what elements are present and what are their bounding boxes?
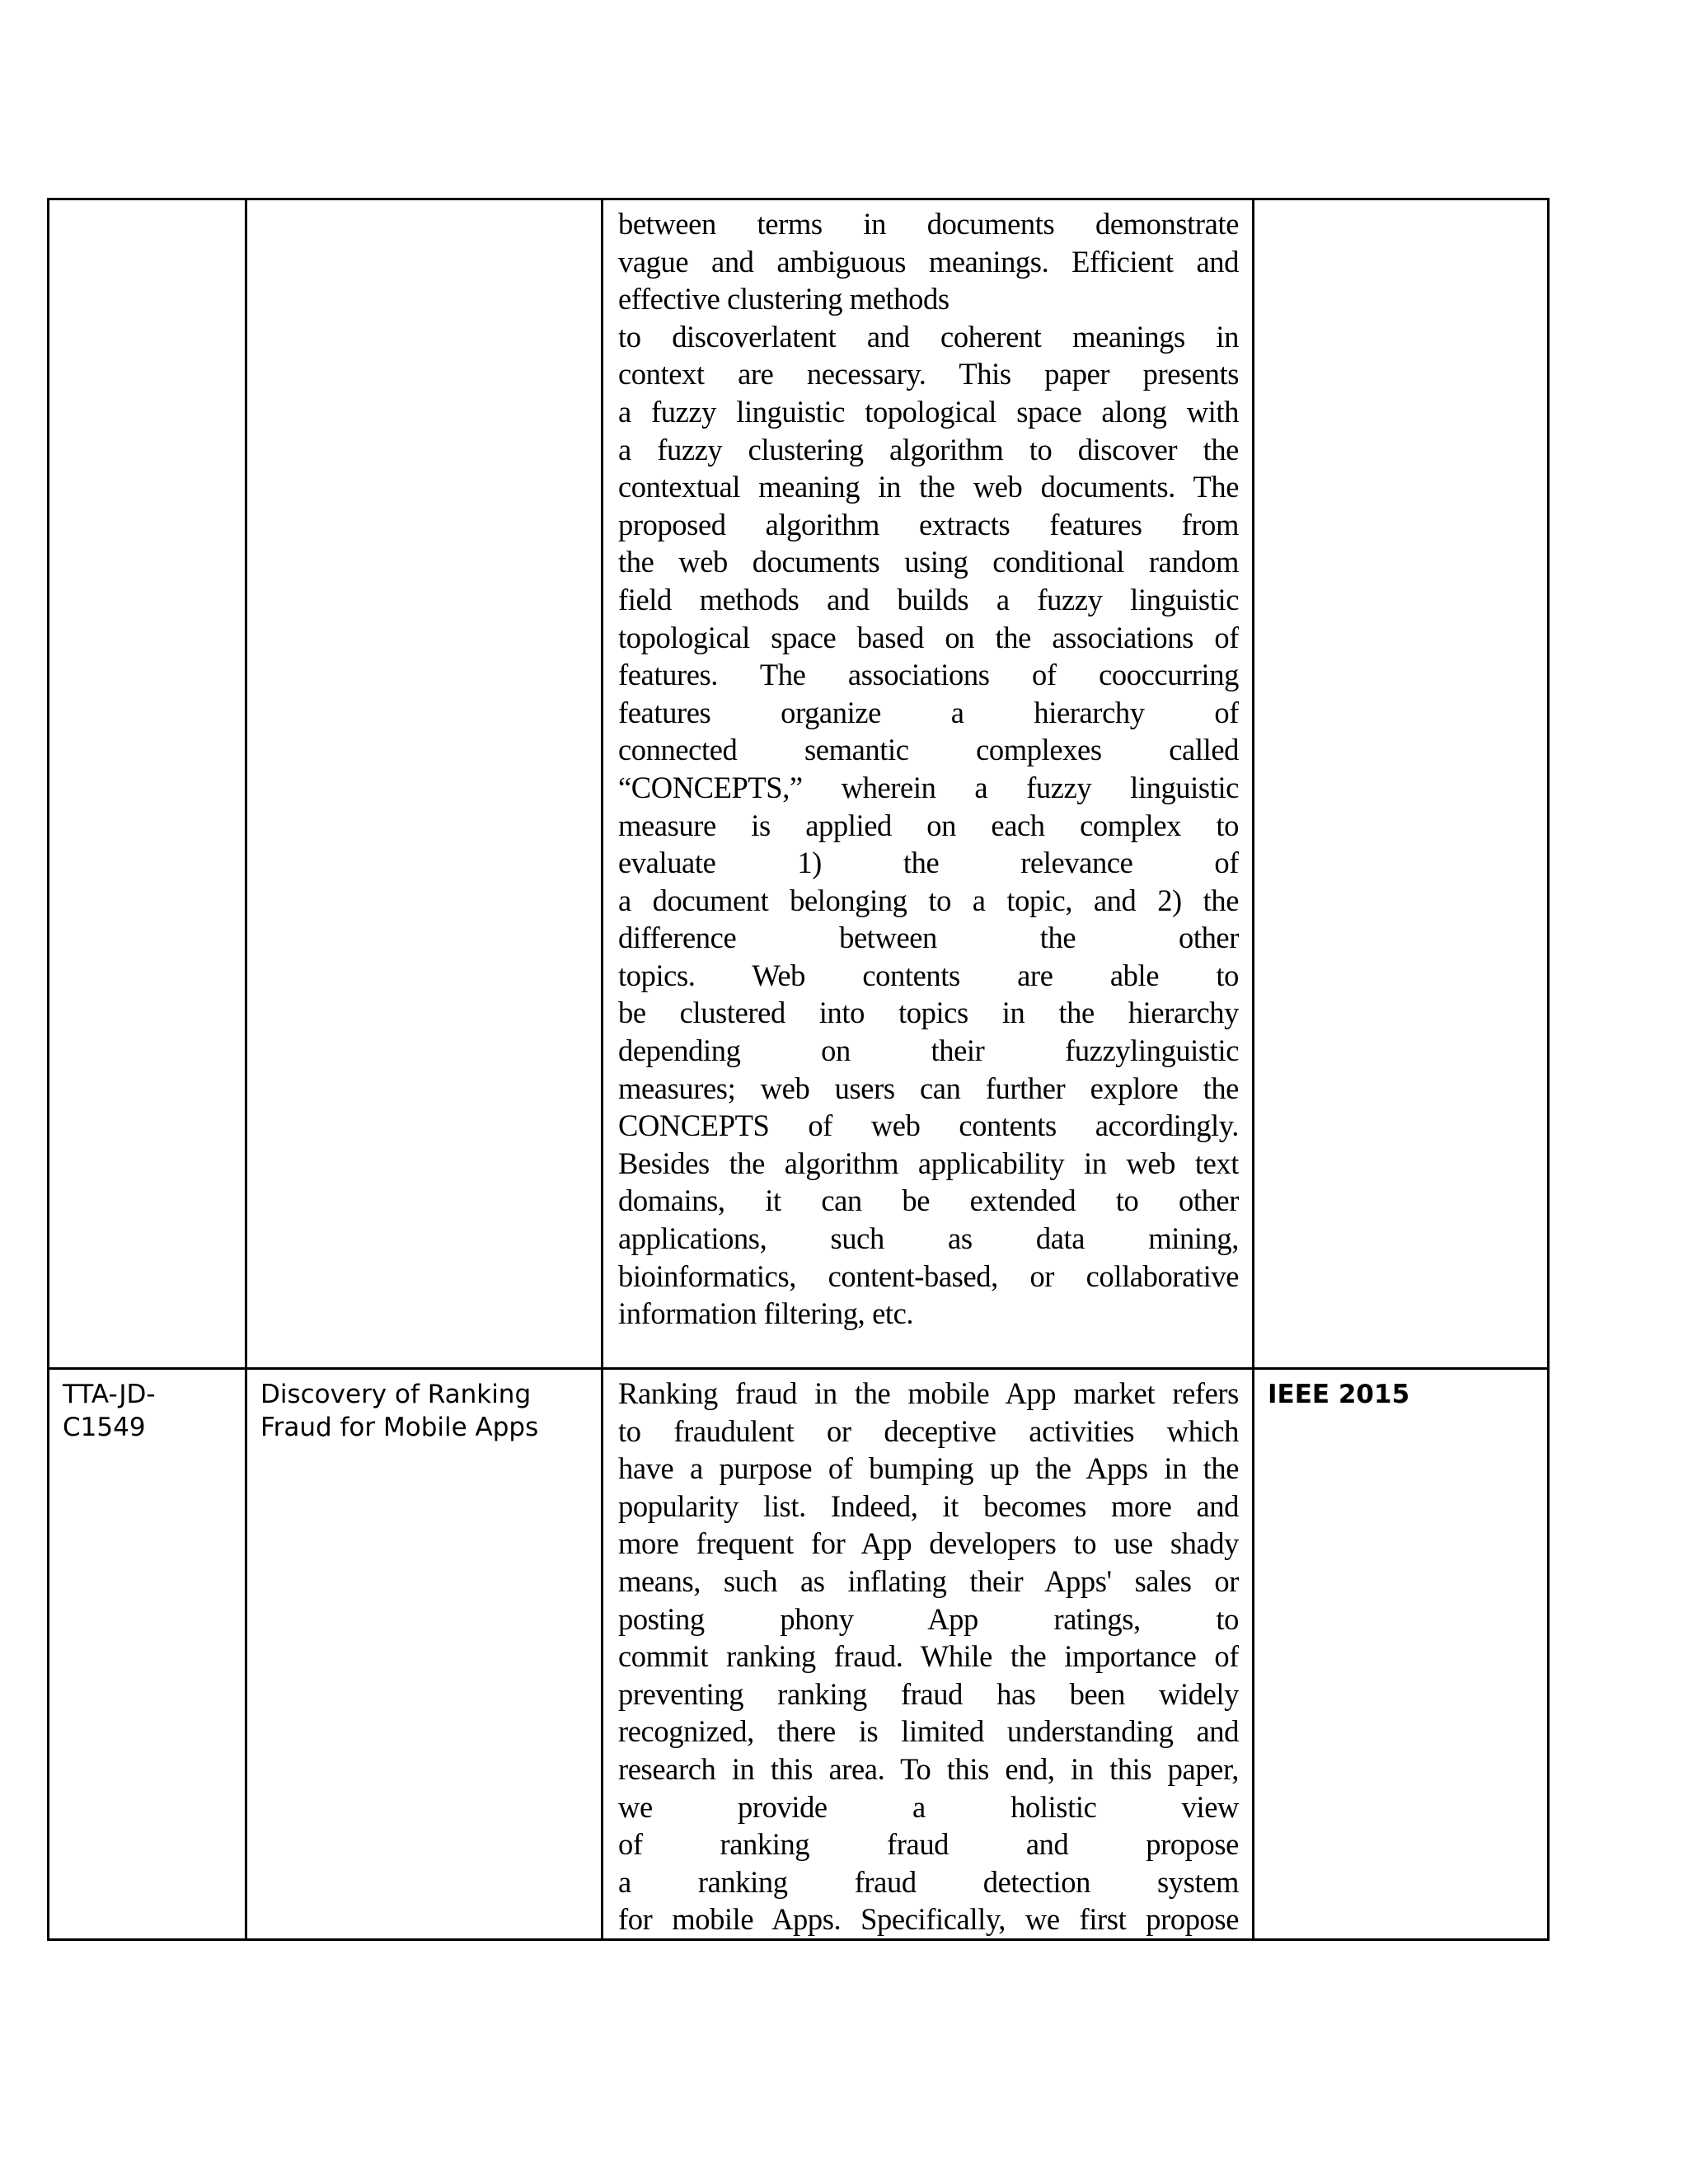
abstract-line: evaluate 1) the relevance of <box>618 846 1239 880</box>
abstract-line: a fuzzy clustering algorithm to discover the <box>618 432 1239 466</box>
abstract-line: the web documents using conditional random <box>618 545 1239 579</box>
abstract-line: between terms in documents demonstrate <box>618 207 1239 241</box>
abstract-line: Besides the algorithm applicability in web text <box>618 1146 1239 1180</box>
abstract-cell <box>603 1369 1254 1940</box>
project-title-cell <box>246 1369 603 1940</box>
abstract-line: bioinformatics, content-based, or collaborative <box>618 1258 1239 1293</box>
abstract-line: popularity list. Indeed, it becomes more and <box>618 1488 1239 1523</box>
abstract-line: have a purpose of bumping up the Apps in the <box>618 1451 1239 1486</box>
abstract-line: proposed algorithm extracts features from <box>618 507 1239 541</box>
abstract-line: of ranking fraud and propose <box>618 1827 1239 1862</box>
abstract-line: be clustered into topics in the hierarchy <box>618 996 1239 1030</box>
abstract-text <box>603 200 1252 1333</box>
abstract-line: vague and ambiguous meanings. Efficient and <box>618 244 1239 279</box>
project-id-cell <box>49 199 246 1369</box>
abstract-text <box>603 1370 1252 1938</box>
abstract-line: effective clustering methods <box>618 282 950 316</box>
table-row <box>49 1369 1549 1940</box>
abstract-line: “CONCEPTS,” wherein a fuzzy linguistic <box>618 770 1239 804</box>
abstract-line: field methods and builds a fuzzy linguistic <box>618 582 1239 616</box>
abstract-line: to fraudulent or deceptive activities which <box>618 1413 1239 1448</box>
publication-year <box>1254 200 1547 209</box>
project-id-line: C1549 <box>63 1413 146 1442</box>
abstract-line: preventing ranking fraud has been widely <box>618 1676 1239 1711</box>
abstract-cell <box>603 199 1254 1369</box>
project-id <box>49 200 245 209</box>
abstract-line: topics. Web contents are able to <box>618 958 1239 992</box>
abstract-line: Ranking fraud in the mobile App market refers <box>618 1376 1239 1410</box>
project-title-cell <box>246 199 603 1369</box>
abstract-line: features organize a hierarchy of <box>618 695 1239 729</box>
project-id <box>49 1370 245 1444</box>
year-cell <box>1254 1369 1549 1940</box>
abstract-line: contextual meaning in the web documents. The <box>618 470 1239 504</box>
project-title <box>247 200 601 209</box>
abstract-line: context are necessary. This paper presents <box>618 357 1239 391</box>
abstract-line: recognized, there is limited understanding and <box>618 1714 1239 1749</box>
abstract-line: we provide a holistic view <box>618 1789 1239 1824</box>
abstract-line: to discoverlatent and coherent meanings in <box>618 319 1239 354</box>
project-title-line: Discovery of Ranking <box>260 1380 532 1409</box>
abstract-line: information filtering, etc. <box>618 1296 914 1331</box>
abstract-line: for mobile Apps. Specifically, we first propose <box>618 1902 1239 1937</box>
abstract-line: a document belonging to a topic, and 2) the <box>618 883 1239 917</box>
abstract-line: posting phony App ratings, to <box>618 1601 1239 1636</box>
abstract-line: domains, it can be extended to other <box>618 1183 1239 1218</box>
abstract-line: commit ranking fraud. While the importance of <box>618 1639 1239 1674</box>
abstract-line: features. The associations of cooccurring <box>618 658 1239 692</box>
year-cell <box>1254 199 1549 1369</box>
project-id-cell <box>49 1369 246 1940</box>
project-title <box>247 1370 601 1444</box>
abstract-line: depending on their fuzzylinguistic <box>618 1033 1239 1068</box>
abstract-line: connected semantic complexes called <box>618 733 1239 767</box>
table-row <box>49 199 1549 1369</box>
abstract-line: a fuzzy linguistic topological space along with <box>618 394 1239 429</box>
project-table <box>47 198 1550 1941</box>
project-title-line: Fraud for Mobile Apps <box>260 1413 539 1442</box>
abstract-line: more frequent for App developers to use shady <box>618 1526 1239 1561</box>
project-id-line: TTA-JD- <box>63 1380 156 1409</box>
abstract-line: difference between the other <box>618 921 1239 955</box>
abstract-line: means, such as inflating their Apps' sales or <box>618 1563 1239 1598</box>
abstract-line: research in this area. To this end, in this paper, <box>618 1751 1239 1786</box>
publication-year: IEEE 2015 <box>1268 1380 1410 1409</box>
abstract-line: measures; web users can further explore the <box>618 1071 1239 1105</box>
abstract-line: a ranking fraud detection system <box>618 1864 1239 1899</box>
abstract-line: topological space based on the associations of <box>618 620 1239 654</box>
abstract-line: CONCEPTS of web contents accordingly. <box>618 1108 1239 1143</box>
abstract-line: applications, such as data mining, <box>618 1221 1239 1256</box>
abstract-line: measure is applied on each complex to <box>618 808 1239 842</box>
